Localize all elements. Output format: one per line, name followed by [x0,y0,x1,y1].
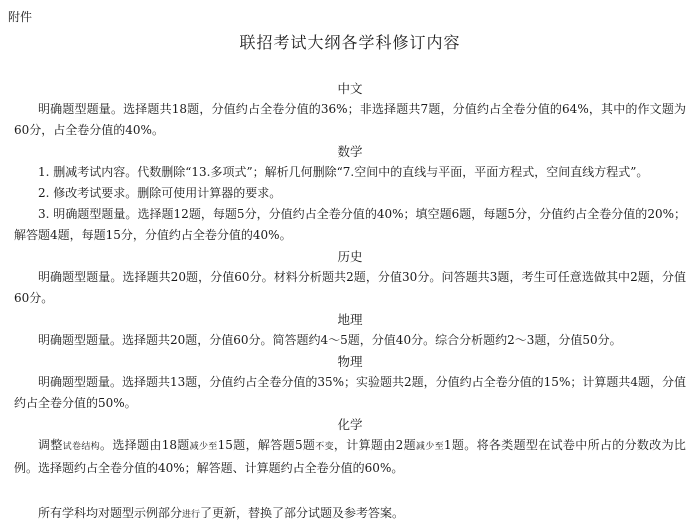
section-heading-chemistry: 化学 [337,417,363,432]
chem-small-2: 减少至 [189,442,218,452]
section-heading-chinese: 中文 [337,81,363,96]
section-heading-history: 历史 [337,249,363,264]
history-paragraph: 明确题型题量。选择题共20题，分值60分。材料分析题共2题，分值30分。问答题共3题，考生可任意选做其中2题，分值60分。 [14,270,686,305]
section-heading-physics: 物理 [337,354,363,369]
footer-text-2: 了更新，替换了部分试题及参考答案。 [200,506,405,520]
chem-text-1: 调整 [38,438,63,452]
math-paragraph-2: 2. 修改考试要求。删除可使用计算器的要求。 [38,186,282,200]
section-heading-math: 数学 [337,144,363,159]
chem-small-4: 减少至 [415,442,444,452]
chem-text-3: 15题，解答题5题 [217,438,316,452]
chinese-paragraph: 明确题型题量。选择题共18题，分值约占全卷分值的36%；非选择题共7题，分值约占全卷分值的64%，其中的作文题为60分，占全卷分值的40%。 [14,102,686,137]
geography-paragraph: 明确题型题量。选择题共20题，分值60分。简答题约4～5题，分值40分。综合分析题约2～3题，分值50分。 [38,333,622,347]
attachment-label: 附件 [8,10,33,24]
document-title: 联招考试大纲各学科修订内容 [239,33,461,52]
chem-small-3: 不变 [315,442,334,452]
document-body [14,78,686,526]
math-paragraph-1: 1. 删减考试内容。代数删除“13.多项式”；解析几何删除“7.空间中的直线与平面，平面方程式，空间直线方程式”。 [38,165,649,179]
chem-text-2: 。选择题由18题 [100,438,190,452]
footer-small-1: 进行 [182,510,201,520]
footer-note [14,503,686,526]
chemistry-paragraph [14,435,686,479]
chem-text-4: ，计算题由2题 [333,438,416,452]
chem-text-5: 1题。将各类题型在试卷中所占的分数改为比例。选择题约占全卷分值的40%；解答题、计算题约占全卷分值的60%。 [14,438,686,475]
section-heading-geography: 地理 [337,312,363,327]
footer-text-1: 所有学科均对题型示例部分 [38,506,183,520]
physics-paragraph: 明确题型题量。选择题共13题，分值约占全卷分值的35%；实验题共2题，分值约占全卷分值的15%；计算题共4题，分值约占全卷分值的50%。 [14,375,686,410]
math-paragraph-3: 3. 明确题型题量。选择题12题，每题5分，分值约占全卷分值的40%；填空题6题，每题5分，分值约占全卷分值的20%；解答题4题，每题15分，分值约占全卷分值的40%。 [14,207,686,242]
chem-small-1: 试卷结构 [62,442,101,452]
